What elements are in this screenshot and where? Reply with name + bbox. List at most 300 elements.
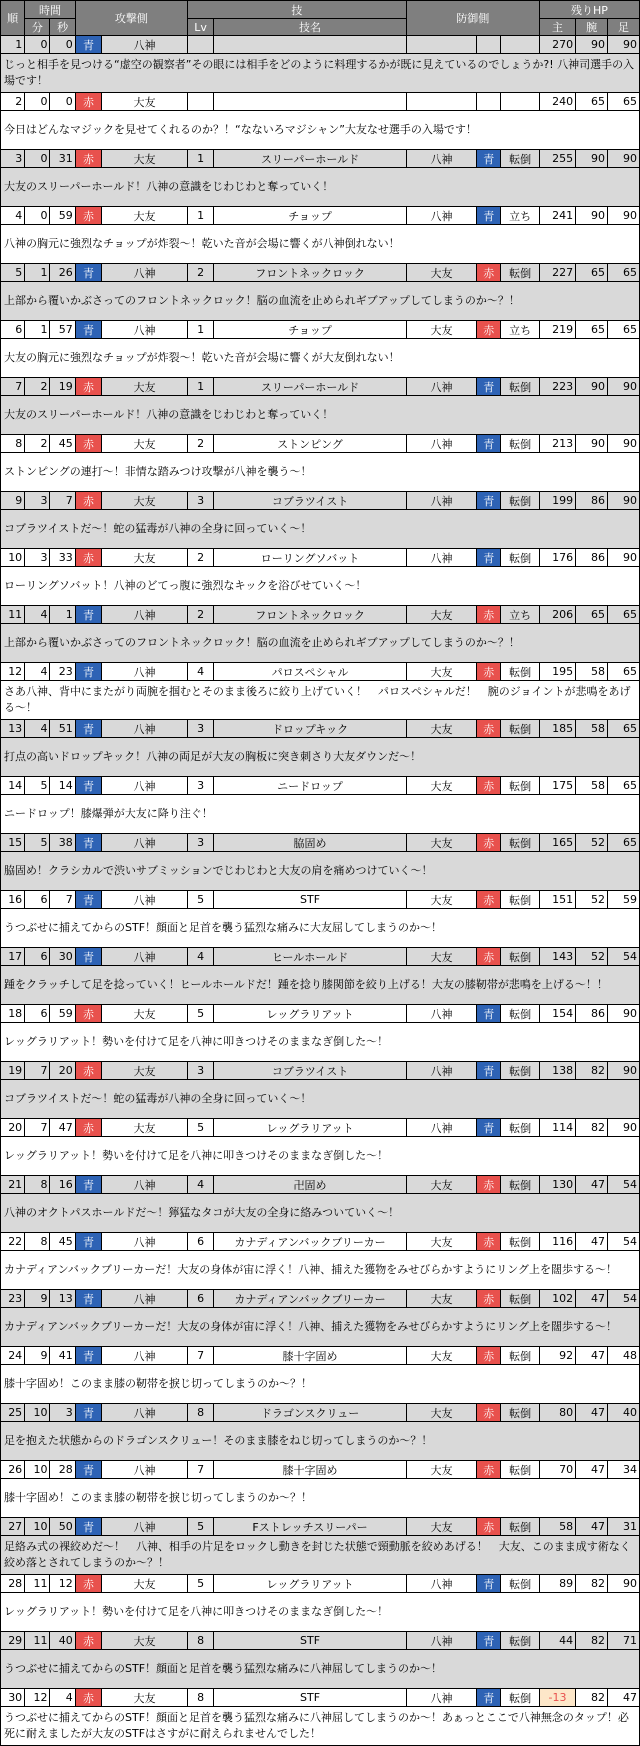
col-main: 主 [539,19,575,36]
skill-name: スリーパーホールド [214,378,406,396]
hp-main: 154 [539,1005,575,1023]
col-defender: 防御側 [406,1,539,36]
attacker-name: 大友 [102,1575,188,1593]
move-row [1,1347,640,1365]
hp-leg: 90 [608,549,640,567]
defender-name [406,36,476,54]
seq-cell: 7 [1,378,25,396]
defender-state: 転倒 [501,264,540,282]
second-cell: 4 [50,1689,75,1707]
move-row [1,1404,640,1422]
minute-cell: 3 [25,549,50,567]
attacker-name: 八神 [102,720,188,738]
move-row [1,36,640,54]
defender-name: 八神 [406,378,476,396]
defender-side-badge: 赤 [477,1347,501,1365]
attacker-side-badge: 赤 [75,492,101,510]
defender-side-badge: 青 [477,1119,501,1137]
attacker-side-badge: 青 [75,1176,101,1194]
minute-cell: 6 [25,1005,50,1023]
hp-leg: 90 [608,1005,640,1023]
hp-main: 114 [539,1119,575,1137]
defender-name: 大友 [406,948,476,966]
attacker-name: 大友 [102,150,188,168]
commentary-row [1,54,640,93]
second-cell: 13 [50,1290,75,1308]
seq-cell: 27 [1,1518,25,1536]
defender-side-badge: 青 [477,1632,501,1650]
skill-name: レッグラリアット [214,1575,406,1593]
hp-leg: 54 [608,1290,640,1308]
second-cell: 0 [50,93,75,111]
skill-name: コブラツイスト [214,492,406,510]
skill-name [214,36,406,54]
hp-leg: 90 [608,207,640,225]
skill-name: カナディアンバックブリーカー [214,1233,406,1251]
hp-main: 240 [539,93,575,111]
skill-level: 3 [187,492,213,510]
hp-main: 176 [539,549,575,567]
seq-cell: 16 [1,891,25,909]
attacker-name: 八神 [102,834,188,852]
commentary-row [1,1422,640,1461]
commentary-row [1,396,640,435]
hp-main: 130 [539,1176,575,1194]
move-row [1,948,640,966]
defender-name: 八神 [406,150,476,168]
attacker-side-badge: 赤 [75,549,101,567]
defender-state: 転倒 [501,1062,540,1080]
hp-main: 255 [539,150,575,168]
minute-cell: 0 [25,150,50,168]
attacker-side-badge: 赤 [75,1575,101,1593]
move-row [1,1689,640,1707]
defender-side-badge [477,36,501,54]
hp-arm: 90 [576,36,608,54]
second-cell: 47 [50,1119,75,1137]
seq-cell: 24 [1,1347,25,1365]
attacker-side-badge: 青 [75,891,101,909]
commentary-row [1,453,640,492]
commentary-row [1,1194,640,1233]
hp-arm: 65 [576,93,608,111]
hp-leg: 65 [608,720,640,738]
skill-level: 5 [187,1518,213,1536]
seq-cell: 6 [1,321,25,339]
seq-cell: 29 [1,1632,25,1650]
defender-state: 立ち [501,321,540,339]
seq-cell: 22 [1,1233,25,1251]
minute-cell: 7 [25,1119,50,1137]
hp-arm: 65 [576,321,608,339]
defender-name: 大友 [406,777,476,795]
col-time: 時間 [25,1,76,19]
hp-main: 102 [539,1290,575,1308]
hp-arm: 82 [576,1632,608,1650]
defender-side-badge: 赤 [477,663,501,681]
defender-name: 八神 [406,435,476,453]
defender-side-badge: 赤 [477,1461,501,1479]
move-row [1,93,640,111]
hp-arm: 65 [576,606,608,624]
commentary-text: うつぶせに捕えてからのSTF！顔面と足首を襲う猛烈な痛みに八神屈してしまうのか～！あぁっとここで八神無念のタップ！必死に耐えましたが大友のSTFはさすがに耐えられませんでした！ [1,1707,640,1746]
minute-cell: 1 [25,321,50,339]
commentary-text: うつぶせに捕えてからのSTF！顔面と足首を襲う猛烈な痛みに八神屈してしまうのか～！ [1,1650,640,1689]
defender-side-badge: 赤 [477,1518,501,1536]
commentary-text: カナディアンバックブリーカーだ！大友の身体が宙に浮く！八神、捕えた獲物をみせびらかすようにリング上を闊歩する～！ [1,1251,640,1290]
defender-state: 転倒 [501,1461,540,1479]
hp-leg: 90 [608,1575,640,1593]
hp-main: 89 [539,1575,575,1593]
defender-name: 八神 [406,1632,476,1650]
skill-level: 1 [187,321,213,339]
col-leg: 足 [608,19,640,36]
defender-name: 大友 [406,1518,476,1536]
skill-level: 1 [187,378,213,396]
minute-cell: 1 [25,264,50,282]
hp-arm: 52 [576,834,608,852]
defender-name: 大友 [406,1233,476,1251]
hp-leg: 65 [608,321,640,339]
attacker-name: 八神 [102,1518,188,1536]
move-row [1,1119,640,1137]
seq-cell: 8 [1,435,25,453]
hp-leg: 47 [608,1689,640,1707]
minute-cell: 10 [25,1461,50,1479]
commentary-text: 膝十字固め！このまま膝の靭帯を捩じ切ってしまうのか～？！ [1,1365,640,1404]
skill-name: カナディアンバックブリーカー [214,1290,406,1308]
second-cell: 7 [50,891,75,909]
defender-state: 転倒 [501,1176,540,1194]
hp-arm: 86 [576,549,608,567]
minute-cell: 5 [25,834,50,852]
minute-cell: 12 [25,1689,50,1707]
seq-cell: 3 [1,150,25,168]
commentary-text: うつぶせに捕えてからのSTF！顔面と足首を襲う猛烈な痛みに大友屈してしまうのか～！ [1,909,640,948]
second-cell: 31 [50,150,75,168]
attacker-side-badge: 赤 [75,1119,101,1137]
defender-state: 転倒 [501,435,540,453]
attacker-name: 八神 [102,1233,188,1251]
commentary-text: コブラツイストだ～！蛇の猛毒が八神の全身に回っていく～！ [1,510,640,549]
header-row-1 [1,1,640,19]
attacker-side-badge: 青 [75,834,101,852]
defender-state: 転倒 [501,1404,540,1422]
commentary-text: ローリングソバット！八神のどてっ腹に強烈なキックを浴びせていく～！ [1,567,640,606]
skill-level: 4 [187,663,213,681]
attacker-side-badge: 赤 [75,1005,101,1023]
hp-main: 270 [539,36,575,54]
second-cell: 57 [50,321,75,339]
attacker-name: 大友 [102,93,188,111]
seq-cell: 19 [1,1062,25,1080]
seq-cell: 14 [1,777,25,795]
defender-state: 転倒 [501,891,540,909]
hp-arm: 90 [576,150,608,168]
commentary-row [1,852,640,891]
move-row [1,1290,640,1308]
commentary-row [1,225,640,264]
commentary-row [1,1023,640,1062]
commentary-text: 踵をクラッチして足を捻っていく！ヒールホールドだ！踵を捻り膝関節を絞り上げる！大友の膝靭帯が悲鳴を上げる～！！ [1,966,640,1005]
defender-state: 転倒 [501,1119,540,1137]
hp-leg: 34 [608,1461,640,1479]
attacker-name: 大友 [102,1062,188,1080]
seq-cell: 13 [1,720,25,738]
commentary-text: レッグラリアット！勢いを付けて足を八神に叩きつけそのままなぎ倒した～！ [1,1137,640,1176]
seq-cell: 23 [1,1290,25,1308]
commentary-text: レッグラリアット！勢いを付けて足を八神に叩きつけそのままなぎ倒した～！ [1,1593,640,1632]
seq-cell: 4 [1,207,25,225]
seq-cell: 18 [1,1005,25,1023]
commentary-text: 八神の胸元に強烈なチョップが炸裂～！乾いた音が会場に響くが八神倒れない！ [1,225,640,264]
hp-arm: 52 [576,948,608,966]
defender-side-badge: 赤 [477,720,501,738]
attacker-name: 八神 [102,264,188,282]
seq-cell: 25 [1,1404,25,1422]
minute-cell: 0 [25,36,50,54]
defender-name: 大友 [406,1461,476,1479]
defender-state: 転倒 [501,1518,540,1536]
commentary-row [1,1365,640,1404]
commentary-row [1,567,640,606]
defender-name: 八神 [406,1575,476,1593]
commentary-row [1,510,640,549]
commentary-text: 今日はどんなマジックを見せてくれるのか？！“なないろマジシャン”大友なせ選手の入場です！ [1,111,640,150]
move-row [1,777,640,795]
attacker-name: 八神 [102,1290,188,1308]
move-row [1,549,640,567]
defender-state: 立ち [501,606,540,624]
defender-name: 大友 [406,891,476,909]
hp-leg: 54 [608,1176,640,1194]
attacker-name: 八神 [102,321,188,339]
hp-main: 151 [539,891,575,909]
hp-arm: 82 [576,1689,608,1707]
second-cell: 59 [50,207,75,225]
skill-name: ヒールホールド [214,948,406,966]
skill-level: 3 [187,777,213,795]
defender-state: 転倒 [501,549,540,567]
defender-state: 転倒 [501,1575,540,1593]
commentary-row [1,1650,640,1689]
skill-level: 7 [187,1461,213,1479]
defender-state [501,93,540,111]
commentary-row [1,1707,640,1746]
commentary-row [1,681,640,720]
commentary-text: 大友の胸元に強烈なチョップが炸裂～！乾いた音が会場に響くが大友倒れない！ [1,339,640,378]
second-cell: 12 [50,1575,75,1593]
defender-side-badge: 青 [477,549,501,567]
minute-cell: 11 [25,1575,50,1593]
hp-leg: 65 [608,777,640,795]
commentary-row [1,111,640,150]
defender-name: 大友 [406,1176,476,1194]
second-cell: 59 [50,1005,75,1023]
skill-level: 3 [187,1062,213,1080]
defender-side-badge: 赤 [477,321,501,339]
minute-cell: 10 [25,1518,50,1536]
move-row [1,720,640,738]
hp-arm: 90 [576,435,608,453]
second-cell: 45 [50,435,75,453]
attacker-name: 八神 [102,1461,188,1479]
attacker-side-badge: 青 [75,36,101,54]
commentary-text: 大友のスリーパーホールド！八神の意識をじわじわと奪っていく！ [1,168,640,207]
hp-arm: 58 [576,720,608,738]
commentary-text: 膝十字固め！このまま膝の靭帯を捩じ切ってしまうのか～？！ [1,1479,640,1518]
hp-main: 80 [539,1404,575,1422]
hp-leg: 48 [608,1347,640,1365]
seq-cell: 20 [1,1119,25,1137]
defender-state: 転倒 [501,720,540,738]
hp-arm: 90 [576,207,608,225]
minute-cell: 0 [25,207,50,225]
move-row [1,435,640,453]
move-row [1,606,640,624]
hp-leg: 54 [608,948,640,966]
skill-name: STF [214,1689,406,1707]
attacker-side-badge: 青 [75,663,101,681]
commentary-text: 上部から覆いかぶさってのフロントネックロック！脳の血流を止められギブアップしてしまうのか～？！ [1,624,640,663]
seq-cell: 10 [1,549,25,567]
skill-name: スリーパーホールド [214,150,406,168]
skill-level: 4 [187,948,213,966]
hp-arm: 47 [576,1347,608,1365]
skill-name: ドロップキック [214,720,406,738]
hp-arm: 86 [576,1005,608,1023]
hp-main: 185 [539,720,575,738]
second-cell: 1 [50,606,75,624]
attacker-side-badge: 赤 [75,1062,101,1080]
commentary-text: カナディアンバックブリーカーだ！大友の身体が宙に浮く！八神、捕えた獲物をみせびらかすようにリング上を闊歩する～！ [1,1308,640,1347]
commentary-row [1,909,640,948]
hp-leg: 40 [608,1404,640,1422]
col-arm: 腕 [576,19,608,36]
attacker-name: 大友 [102,1119,188,1137]
defender-side-badge: 赤 [477,264,501,282]
second-cell: 20 [50,1062,75,1080]
hp-arm: 82 [576,1062,608,1080]
hp-main: 219 [539,321,575,339]
hp-main: -13 [539,1689,575,1707]
defender-state: 転倒 [501,663,540,681]
minute-cell: 0 [25,93,50,111]
attacker-name: 大友 [102,1005,188,1023]
seq-cell: 21 [1,1176,25,1194]
commentary-text: 脇固め！クラシカルで渋いサブミッションでじわじわと大友の肩を痛めつけていく～！ [1,852,640,891]
hp-leg: 90 [608,150,640,168]
defender-name: 大友 [406,1404,476,1422]
second-cell: 51 [50,720,75,738]
hp-leg: 90 [608,492,640,510]
attacker-name: 八神 [102,1404,188,1422]
skill-level: 4 [187,1176,213,1194]
hp-arm: 47 [576,1461,608,1479]
defender-name: 八神 [406,207,476,225]
attacker-side-badge: 赤 [75,378,101,396]
defender-side-badge [477,93,501,111]
hp-leg: 65 [608,663,640,681]
hp-leg: 90 [608,1119,640,1137]
hp-main: 206 [539,606,575,624]
skill-level: 2 [187,264,213,282]
commentary-text: 八神のオクトパスホールドだ～！獰猛なタコが大友の全身に絡みついていく～！ [1,1194,640,1233]
defender-side-badge: 赤 [477,1290,501,1308]
col-hp: 残りHP [539,1,639,19]
hp-main: 92 [539,1347,575,1365]
seq-cell: 2 [1,93,25,111]
attacker-side-badge: 青 [75,1404,101,1422]
defender-name: 八神 [406,1119,476,1137]
hp-main: 70 [539,1461,575,1479]
hp-leg: 65 [608,264,640,282]
skill-level: 5 [187,1005,213,1023]
minute-cell: 8 [25,1176,50,1194]
minute-cell: 3 [25,492,50,510]
hp-main: 199 [539,492,575,510]
defender-state: 転倒 [501,150,540,168]
hp-arm: 65 [576,264,608,282]
hp-arm: 82 [576,1575,608,1593]
commentary-row [1,1080,640,1119]
hp-leg: 31 [608,1518,640,1536]
defender-state: 転倒 [501,777,540,795]
hp-arm: 47 [576,1404,608,1422]
minute-cell: 8 [25,1233,50,1251]
minute-cell: 5 [25,777,50,795]
attacker-name: 八神 [102,1347,188,1365]
attacker-side-badge: 赤 [75,435,101,453]
hp-main: 223 [539,378,575,396]
commentary-text: ニードロップ！膝爆弾が大友に降り注ぐ！ [1,795,640,834]
attacker-side-badge: 赤 [75,1689,101,1707]
commentary-row [1,966,640,1005]
col-min: 分 [25,19,50,36]
minute-cell: 9 [25,1290,50,1308]
hp-leg: 65 [608,834,640,852]
defender-state: 転倒 [501,1005,540,1023]
commentary-row [1,1137,640,1176]
attacker-name: 八神 [102,1176,188,1194]
skill-name [214,93,406,111]
skill-level: 8 [187,1404,213,1422]
skill-name: レッグラリアット [214,1005,406,1023]
defender-name: 大友 [406,321,476,339]
hp-main: 58 [539,1518,575,1536]
move-row [1,264,640,282]
attacker-side-badge: 青 [75,1461,101,1479]
defender-side-badge: 青 [477,435,501,453]
skill-level [187,93,213,111]
hp-leg: 90 [608,378,640,396]
col-skillname: 技名 [214,19,406,36]
skill-level: 5 [187,1119,213,1137]
second-cell: 7 [50,492,75,510]
defender-name: 八神 [406,1005,476,1023]
defender-state: 転倒 [501,1347,540,1365]
second-cell: 33 [50,549,75,567]
commentary-row [1,624,640,663]
skill-level: 2 [187,606,213,624]
attacker-side-badge: 青 [75,1233,101,1251]
second-cell: 28 [50,1461,75,1479]
skill-level: 6 [187,1290,213,1308]
skill-name: 膝十字固め [214,1347,406,1365]
commentary-text: 大友のスリーパーホールド！八神の意識をじわじわと奪っていく！ [1,396,640,435]
skill-name: フロントネックロック [214,606,406,624]
move-row [1,1005,640,1023]
